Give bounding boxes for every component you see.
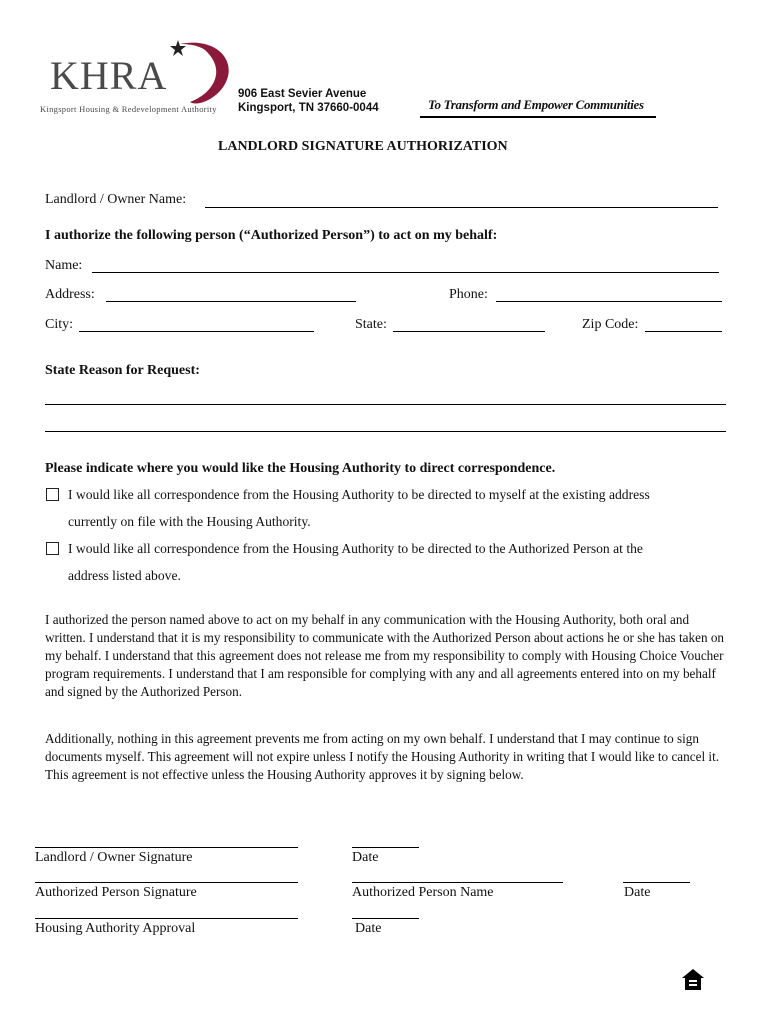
authorization-paragraph: I authorized the person named above to act on my behalf in any communication with the Housing Authority, both oral and written. I understand that it is my responsibility to communicate with the Authorized Person about actions he or she has taken on my behalf. I understand that this agreement does not release me from my responsibility to comply with Housing Choice Voucher program requirements. I understand that I am responsible for complying with any and all agreements entered into on my behalf and signed by the Authorized Person. xyxy=(45,612,725,699)
option-self-line1: I would like all correspondence from the Housing Authority to be directed to myself at the existing address xyxy=(68,487,650,502)
ha-approval-line[interactable] xyxy=(35,918,298,919)
auth-signature-line[interactable] xyxy=(35,882,298,883)
logo-subtitle: Kingsport Housing & Redevelopment Authority xyxy=(40,104,217,114)
address-label: Address: xyxy=(45,287,95,302)
zip-field[interactable] xyxy=(645,331,722,332)
owner-name-label: Landlord / Owner Name: xyxy=(45,192,187,207)
address-block xyxy=(238,87,379,115)
auth-signature-label: Authorized Person Signature xyxy=(35,885,197,900)
auth-date-label: Date xyxy=(624,885,651,900)
owner-signature-label: Landlord / Owner Signature xyxy=(35,850,193,865)
auth-name-line[interactable] xyxy=(352,882,563,883)
reason-line-2[interactable] xyxy=(45,431,726,432)
owner-signature-line[interactable] xyxy=(35,847,298,848)
address-field[interactable] xyxy=(106,301,356,302)
additional-paragraph: Additionally, nothing in this agreement prevents me from acting on my own behalf. I understand that I may continue to sign documents myself. This agreement will not expire unless I notify the Housing Authority in writing that I would like to cancel it. This agreement is not effective unless the Housing Authority approves it by signing below. xyxy=(45,731,720,782)
name-label: Name: xyxy=(45,258,83,273)
logo-swoosh-icon xyxy=(150,36,240,108)
owner-date-line[interactable] xyxy=(352,847,419,848)
authorize-heading: I authorize the following person (“Authorized Person”) to act on my behalf: xyxy=(45,228,498,243)
state-label: State: xyxy=(355,317,387,332)
option-self-checkbox[interactable] xyxy=(46,488,59,501)
option-authorized-checkbox[interactable] xyxy=(46,542,59,555)
option-authorized-line1: I would like all correspondence from the Housing Authority to be directed to the Authorized Person at the xyxy=(68,541,643,556)
logo-text: KHRA xyxy=(50,53,168,98)
state-field[interactable] xyxy=(393,331,545,332)
ha-date-label: Date xyxy=(355,921,382,936)
auth-date-line[interactable] xyxy=(623,882,690,883)
address-line1: 906 East Sevier Avenue xyxy=(238,88,367,100)
reason-heading: State Reason for Request: xyxy=(45,363,200,378)
option-authorized-line2: address listed above. xyxy=(68,568,181,583)
option-self-line2: currently on file with the Housing Authority. xyxy=(68,514,311,529)
tagline: To Transform and Empower Communities xyxy=(428,97,644,112)
owner-name-field[interactable] xyxy=(205,207,718,208)
address-line2: Kingsport, TN 37660-0044 xyxy=(238,102,379,114)
owner-date-label: Date xyxy=(352,850,379,865)
name-field[interactable] xyxy=(92,272,719,273)
city-field[interactable] xyxy=(79,331,314,332)
header-rule xyxy=(420,116,656,118)
city-label: City: xyxy=(45,317,74,332)
auth-name-label: Authorized Person Name xyxy=(352,885,494,900)
ha-date-line[interactable] xyxy=(352,918,419,919)
phone-field[interactable] xyxy=(496,301,722,302)
phone-label: Phone: xyxy=(449,287,488,302)
equal-housing-icon xyxy=(681,968,705,992)
ha-approval-label: Housing Authority Approval xyxy=(35,921,196,936)
correspondence-heading: Please indicate where you would like the Housing Authority to direct correspondence. xyxy=(45,461,556,476)
zip-label: Zip Code: xyxy=(582,317,639,332)
reason-line-1[interactable] xyxy=(45,404,726,405)
page-title: LANDLORD SIGNATURE AUTHORIZATION xyxy=(218,139,508,154)
